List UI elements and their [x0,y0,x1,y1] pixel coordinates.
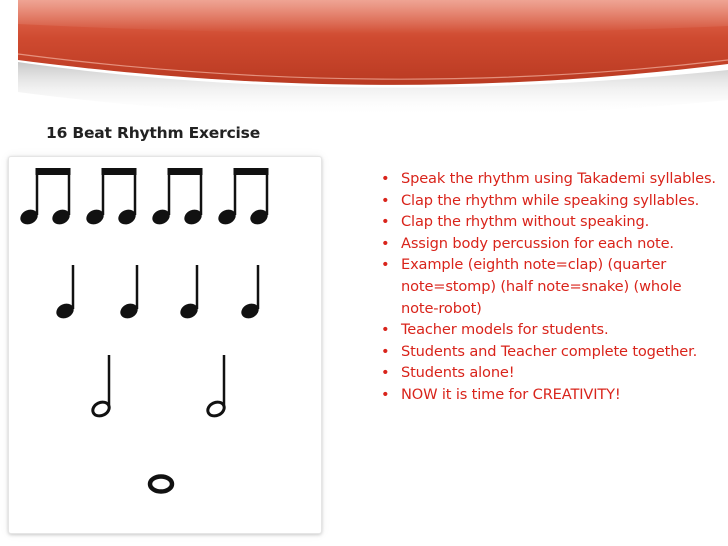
eighth-note-pair-2 [84,168,138,227]
instruction-text: Example (eighth note=clap) (quarter note=stomp) (half note=snake) (whole note-robot) [401,256,682,317]
instruction-list [377,168,717,406]
bullet-icon: • [381,342,390,360]
instruction-item [377,211,717,233]
quarter-note-3 [178,265,200,321]
instruction-text: Clap the rhythm while speaking syllables. [401,191,700,209]
instruction-item [377,168,717,190]
bullet-icon: • [381,385,390,403]
instruction-item [377,254,717,319]
half-note-2 [206,355,227,418]
quarter-note-4 [239,265,261,321]
instruction-item [377,341,717,363]
slide-header-band [18,0,728,130]
eighth-note-pair-4 [216,168,270,227]
instruction-text: Students and Teacher complete together. [401,342,698,360]
whole-note [150,477,172,492]
slide-title: 16 Beat Rhythm Exercise [46,124,261,142]
bullet-icon: • [381,191,390,209]
quarter-note-2 [118,265,140,321]
bullet-icon: • [381,321,390,339]
instruction-item [377,233,717,255]
eighth-note-pair-1 [18,168,72,227]
bullet-icon: • [381,364,390,382]
instruction-item [377,190,717,212]
instruction-text: Speak the rhythm using Takademi syllables. [401,170,716,187]
quarter-notes-row [54,265,261,321]
instruction-text: Clap the rhythm without speaking. [401,213,650,231]
quarter-note-1 [54,265,76,321]
eighth-note-pairs-row [18,168,270,227]
instruction-item [377,319,717,341]
music-notation-graphic [9,157,321,533]
bullet-icon: • [381,170,390,187]
half-notes-row [91,355,227,418]
instruction-text: Students alone! [401,364,515,382]
eighth-note-pair-3 [150,168,204,227]
bullet-icon: • [381,213,390,231]
bullet-icon: • [381,234,390,252]
instruction-item [377,384,717,406]
instruction-item [377,362,717,384]
instruction-text: NOW it is time for CREATIVITY! [401,385,621,403]
instruction-text: Teacher models for students. [401,321,609,339]
bullet-icon: • [381,256,390,274]
instruction-text: Assign body percussion for each note. [401,234,674,252]
half-note-1 [91,355,112,418]
music-notation-panel [8,156,322,534]
